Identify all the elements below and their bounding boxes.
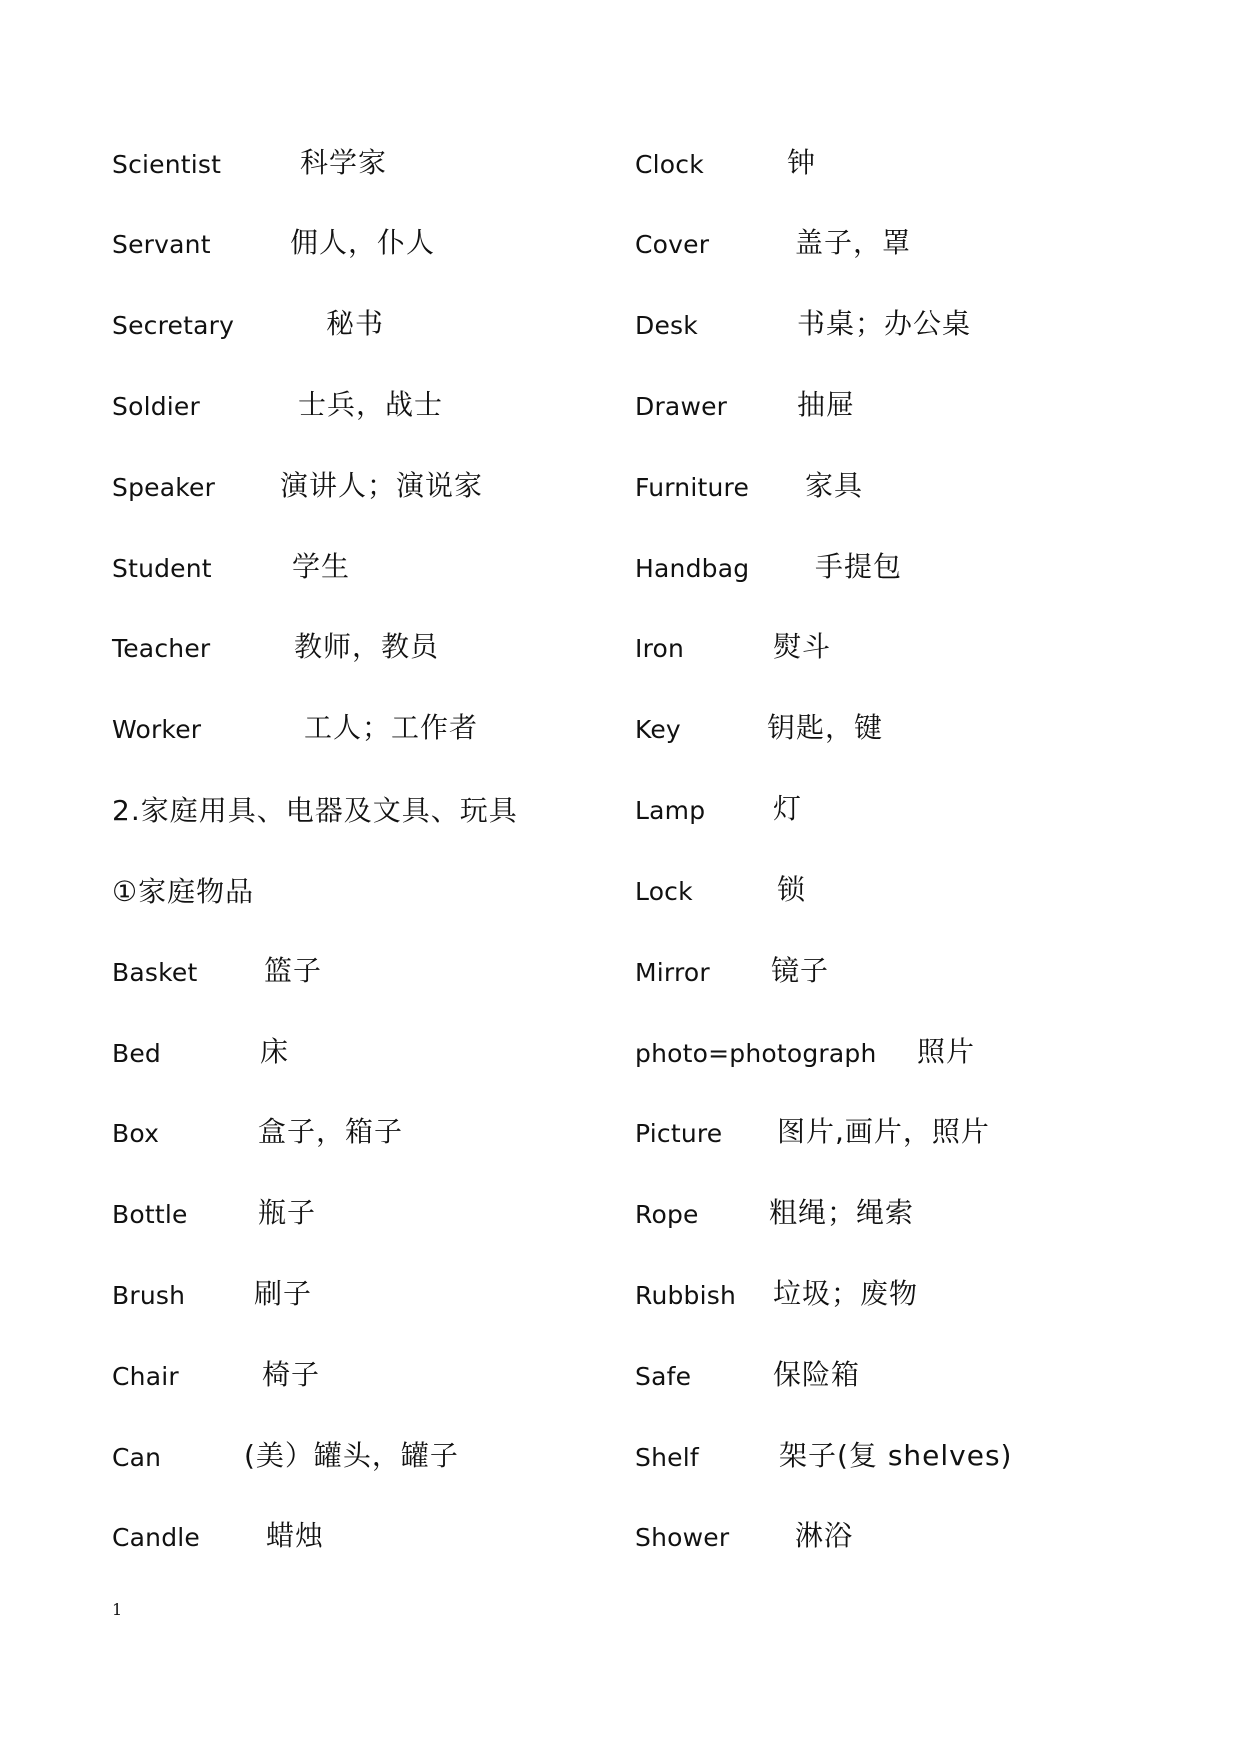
term: Mirror <box>635 958 710 987</box>
meaning: 家具 <box>805 469 864 502</box>
term: Drawer <box>635 392 728 421</box>
term: Safe <box>635 1362 692 1391</box>
meaning: 佣人，仆人 <box>290 226 436 259</box>
term: Candle <box>112 1523 201 1552</box>
term: Soldier <box>112 392 200 421</box>
meaning: 蜡烛 <box>266 1519 325 1552</box>
meaning: 淋浴 <box>795 1519 854 1552</box>
meaning: 椅子 <box>262 1358 321 1391</box>
page-number: 1 <box>112 1600 123 1619</box>
term: Desk <box>635 311 698 340</box>
term: Basket <box>112 958 198 987</box>
term: Can <box>112 1443 162 1472</box>
meaning: 保险箱 <box>773 1358 861 1391</box>
meaning: 盒子，箱子 <box>258 1115 404 1148</box>
term: Secretary <box>112 311 235 340</box>
meaning: 垃圾；废物 <box>773 1277 919 1310</box>
meaning: 盖子，罩 <box>795 226 912 259</box>
term: Lamp <box>635 796 706 825</box>
term: Brush <box>112 1281 186 1310</box>
subsection-heading: ①家庭物品 <box>112 875 255 908</box>
meaning: 架子(复 shelves) <box>779 1439 1013 1472</box>
meaning: 篮子 <box>264 954 323 987</box>
meaning: 工人；工作者 <box>304 711 479 744</box>
meaning: 锁 <box>777 873 807 906</box>
term: Furniture <box>635 473 750 502</box>
meaning: 钟 <box>787 146 817 179</box>
meaning: 手提包 <box>815 550 903 583</box>
meaning: (美）罐头，罐子 <box>244 1439 459 1472</box>
meaning: 士兵，战士 <box>298 388 444 421</box>
term: Iron <box>635 634 685 663</box>
term: Cover <box>635 230 710 259</box>
meaning: 抽屉 <box>797 388 856 421</box>
term: Rope <box>635 1200 699 1229</box>
term: Servant <box>112 230 211 259</box>
term: Bottle <box>112 1200 188 1229</box>
meaning: 刷子 <box>254 1277 313 1310</box>
term: Shower <box>635 1523 730 1552</box>
meaning: 瓶子 <box>258 1196 317 1229</box>
term: Rubbish <box>635 1281 737 1310</box>
meaning: 教师，教员 <box>294 630 440 663</box>
term: Picture <box>635 1119 723 1148</box>
term: photo=photograph <box>635 1039 877 1068</box>
meaning: 演讲人；演说家 <box>280 469 484 502</box>
term: Worker <box>112 715 202 744</box>
meaning: 灯 <box>773 792 803 825</box>
section-heading: 2.家庭用具、电器及文具、玩具 <box>112 794 518 827</box>
meaning: 床 <box>260 1035 290 1068</box>
term: Speaker <box>112 473 216 502</box>
term: Student <box>112 554 212 583</box>
term: Bed <box>112 1039 162 1068</box>
meaning: 图片,画片，照片 <box>777 1115 990 1148</box>
meaning: 秘书 <box>326 307 385 340</box>
term: Chair <box>112 1362 179 1391</box>
term: Key <box>635 715 681 744</box>
meaning: 镜子 <box>771 954 830 987</box>
meaning: 钥匙，键 <box>767 711 884 744</box>
meaning: 粗绳；绳索 <box>769 1196 915 1229</box>
term: Handbag <box>635 554 750 583</box>
term: Scientist <box>112 150 222 179</box>
term: Teacher <box>112 634 211 663</box>
meaning: 熨斗 <box>773 630 832 663</box>
term: Clock <box>635 150 704 179</box>
meaning: 照片 <box>917 1035 976 1068</box>
term: Lock <box>635 877 693 906</box>
term: Shelf <box>635 1443 699 1472</box>
meaning: 书桌；办公桌 <box>797 307 972 340</box>
term: Box <box>112 1119 160 1148</box>
meaning: 科学家 <box>300 146 388 179</box>
meaning: 学生 <box>292 550 351 583</box>
